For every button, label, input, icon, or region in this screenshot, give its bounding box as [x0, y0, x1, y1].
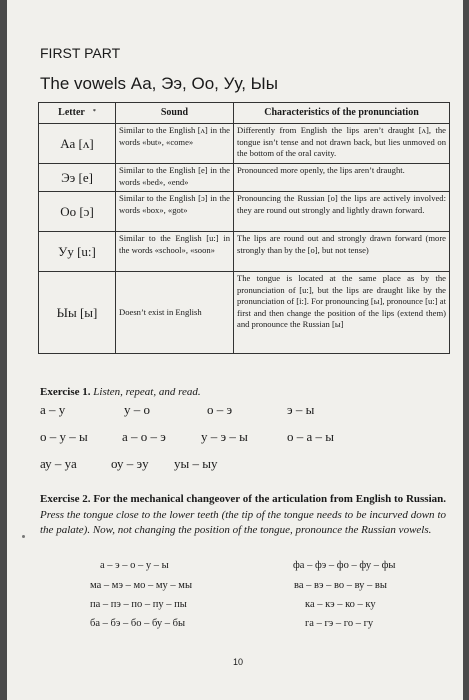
- syllable-chain: па – пэ – по – пу – пы: [90, 599, 187, 610]
- table-row: [39, 124, 450, 164]
- sound-cell: Similar to the English [ɔ] in the words «box», «got»: [116, 192, 234, 232]
- drill-item: оу – эу: [111, 456, 149, 471]
- letter-cell: Ыы [ы]: [39, 272, 116, 354]
- sound-cell: Similar to the English [e] in the words «bed», «end»: [116, 164, 234, 192]
- syllable-chain: ва – вэ – во – ву – вы: [294, 580, 387, 591]
- table-row: [39, 164, 450, 192]
- syllable-chain: га – гэ – го – гу: [305, 618, 374, 629]
- drill-item: о – у – ы: [40, 429, 88, 444]
- characteristics-cell: The lips are round out and strongly drawn forward (more strongly than by the [o], but not tense): [234, 232, 450, 272]
- exercise-2-text: Exercise 2. For the mechanical changeover of the articulation from English to Russian. Press the tongue close to the lower teeth (the tip of the tongue needs to be incurved down to the palate). Now, not changing the position of the tongue, pronounce the Russian vowels.: [40, 493, 446, 536]
- drill-item: у – э – ы: [201, 429, 248, 444]
- drill-item: о – а – ы: [287, 429, 335, 444]
- characteristics-cell: Pronouncing the Russian [o] the lips are actively involved: they are round out strongly and lightly drawn forward.: [234, 192, 450, 232]
- letter-cell: Оо [ɔ]: [39, 192, 116, 232]
- table-row: [39, 232, 450, 272]
- page-number: 10: [233, 657, 244, 667]
- syllable-chain: ма – мэ – мо – му – мы: [90, 580, 193, 591]
- sound-cell: Doesn’t exist in English: [116, 272, 234, 354]
- part-heading: FIRST PART: [40, 45, 121, 61]
- sound-cell: Similar to the English [u:] in the words «school», «soon»: [116, 232, 234, 272]
- drill-item: а – у: [40, 402, 66, 417]
- drill-item: у – о: [124, 402, 150, 417]
- drill-item: а – о – э: [122, 429, 166, 444]
- characteristics-cell: Pronounced more openly, the lips aren’t draught.: [234, 164, 450, 192]
- syllable-chain: ка – кэ – ко – ку: [305, 599, 376, 610]
- syllable-chain: фа – фэ – фо – фу – фы: [293, 560, 396, 571]
- table-row: [39, 272, 450, 354]
- drill-item: ау – уа: [40, 456, 77, 471]
- footnote-star: *: [92, 109, 96, 116]
- page-title: The vowels Аа, Ээ, Оо, Уу, Ыы: [40, 74, 278, 93]
- table-row: [39, 192, 450, 232]
- syllable-chain: а – э – о – у – ы: [100, 560, 169, 571]
- drill-item: уы – ыу: [174, 456, 218, 471]
- letter-cell: Уу [u:]: [39, 232, 116, 272]
- vowels-table: [38, 102, 450, 354]
- exercise-1-heading: Exercise 1. Listen, repeat, and read.: [40, 386, 201, 398]
- characteristics-cell: Differently from English the lips aren’t draught [ʌ], the tongue isn’t tense and not drawn back, but lies unmoved on the bottom of the oral cavity.: [234, 124, 450, 164]
- syllable-chain: ба – бэ – бо – бу – бы: [90, 618, 186, 629]
- characteristics-cell: The tongue is located at the same place as by the pronunciation of [u:], but the lips are draught like by the pronunciation of [i:]. For pronouncing [ы], pronounce [u:] at first and then change the position of the lips (extend them) and pronounce the Russian [ы]: [234, 272, 450, 354]
- book-page: [7, 0, 463, 700]
- header-sound: Sound: [116, 103, 234, 124]
- header-characteristics: Characteristics of the pronunciation: [234, 103, 450, 124]
- letter-cell: Ээ [e]: [39, 164, 116, 192]
- drill-item: о – э: [207, 402, 233, 417]
- stray-mark: [22, 535, 25, 538]
- header-letter: Letter *: [39, 103, 116, 124]
- table-header-row: [39, 103, 450, 124]
- drill-item: э – ы: [287, 402, 315, 417]
- letter-cell: Аа [ʌ]: [39, 124, 116, 164]
- sound-cell: Similar to the English [ʌ] in the words «but», «come»: [116, 124, 234, 164]
